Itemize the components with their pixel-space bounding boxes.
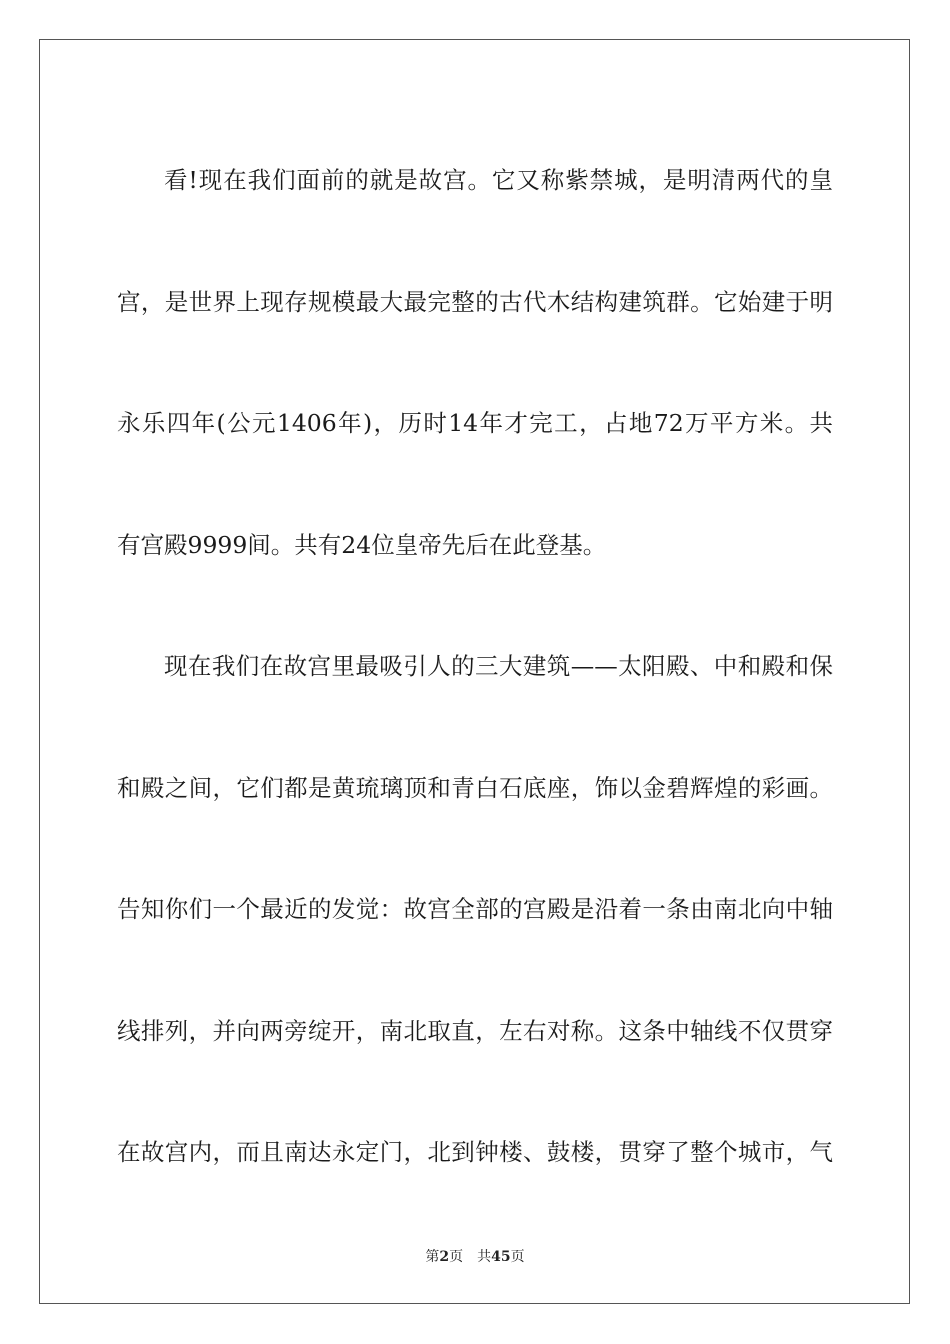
page-prefix: 第: [425, 1249, 440, 1265]
text-line: 看!现在我们面前的就是故宫。它又称紫禁城，是明清两代的皇: [164, 166, 833, 194]
text-line: 现在我们在故宫里最吸引人的三大建筑——太阳殿、中和殿和保: [164, 652, 833, 680]
page-number: 2: [439, 1249, 450, 1265]
page-footer: [0, 1246, 950, 1266]
text-line: 告知你们一个最近的发觉：故宫全部的宫殿是沿着一条由南北向中轴: [117, 895, 833, 923]
total-prefix: 共: [477, 1249, 492, 1265]
text-line: 和殿之间，它们都是黄琉璃顶和青白石底座，饰以金碧辉煌的彩画。: [117, 773, 833, 802]
total-pages: 45: [491, 1249, 511, 1265]
page-suffix: 页: [449, 1249, 464, 1265]
total-suffix: 页: [510, 1249, 525, 1265]
text-line: 在故宫内，而且南达永定门，北到钟楼、鼓楼，贯穿了整个城市，气: [117, 1138, 833, 1166]
text-line: 有宫殿9999间。共有24位皇帝先后在此登基。: [117, 530, 607, 559]
text-line: 线排列，并向两旁绽开，南北取直，左右对称。这条中轴线不仅贯穿: [117, 1016, 833, 1045]
document-body: [117, 120, 833, 1214]
text-line: 宫，是世界上现存规模最大最完整的古代木结构建筑群。它始建于明: [117, 287, 833, 316]
text-line: 永乐四年(公元1406年)，历时14年才完工，占地72万平方米。共: [117, 409, 833, 437]
